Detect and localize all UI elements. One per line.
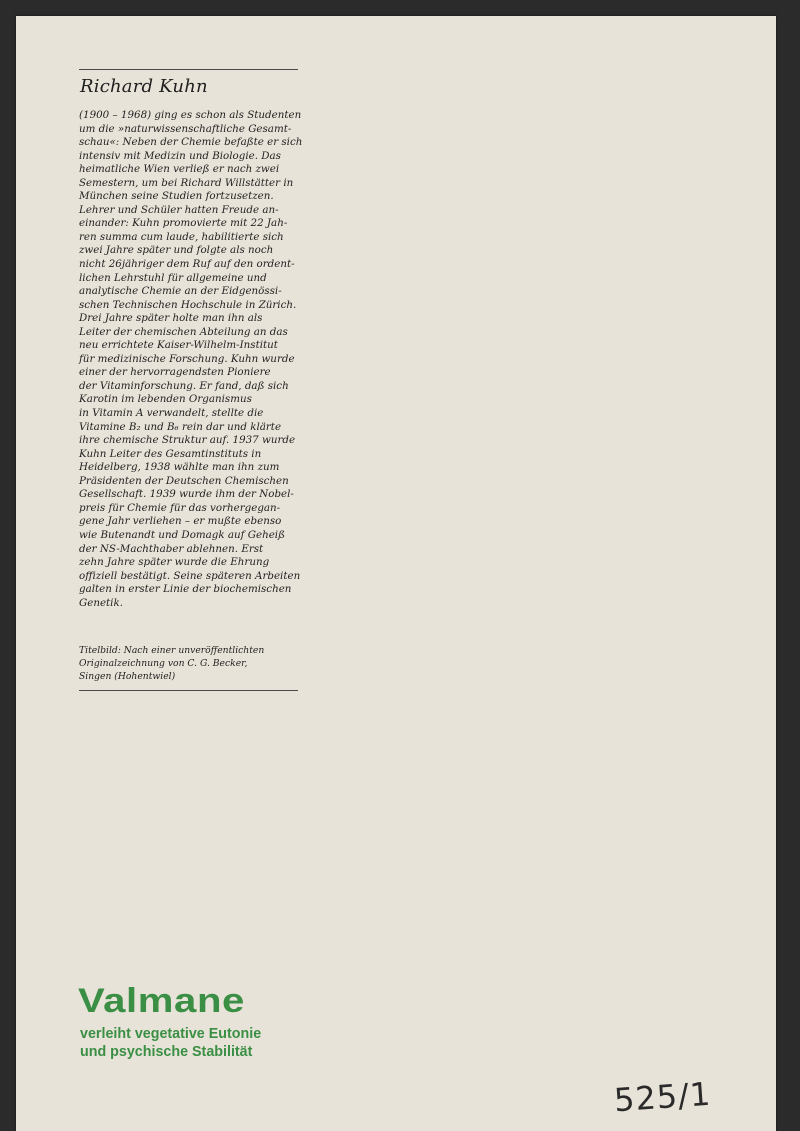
body-text-line: analytische Chemie an der Eidgenössi- — [79, 285, 282, 298]
body-text-line: gene Jahr verliehen – er mußte ebenso — [79, 515, 282, 528]
body-text-line: Semestern, um bei Richard Willstätter in — [79, 176, 294, 189]
body-text-line: ren summa cum laude, habilitierte sich — [79, 230, 284, 243]
body-text-line: (1900 – 1968) ging es schon als Studenten — [79, 109, 302, 121]
body-text-line: preis für Chemie für das vorhergegan- — [79, 501, 281, 514]
document-page — [16, 16, 776, 1131]
body-text-line: Drei Jahre später holte man ihn als — [79, 312, 263, 325]
body-text-line: heimatliche Wien verließ er nach zwei — [79, 163, 280, 176]
body-text-line: einander: Kuhn promovierte mit 22 Jah- — [79, 217, 288, 230]
body-text-line: Leiter der chemischen Abteilung an das — [79, 325, 288, 338]
body-text-line: schen Technischen Hochschule in Zürich. — [79, 298, 297, 311]
body-text-line: zehn Jahre später wurde die Ehrung — [79, 556, 270, 569]
body-text-line: lichen Lehrstuhl für allgemeine und — [79, 271, 267, 284]
caption-line: Originalzeichnung von C. G. Becker, — [79, 658, 248, 670]
body-text-line: der Vitaminforschung. Er fand, daß sich — [79, 379, 289, 392]
bottom-divider — [79, 690, 298, 691]
body-text-line: offiziell bestätigt. Seine späteren Arbeiten — [79, 569, 301, 582]
body-text-line: Karotin im lebenden Organismus — [79, 393, 252, 406]
body-text-line: Genetik. — [79, 596, 123, 609]
body-text-line: ihre chemische Struktur auf. 1937 wurde — [79, 434, 296, 447]
body-text-line: Gesellschaft. 1939 wurde ihm der Nobel- — [79, 488, 294, 501]
brand-tagline — [80, 1026, 261, 1061]
body-text-line: Heidelberg, 1938 wählte man ihn zum — [79, 461, 280, 474]
body-text-line: um die »naturwissenschaftliche Gesamt- — [79, 122, 292, 135]
body-text-line: neu errichtete Kaiser-Wilhelm-Institut — [79, 339, 278, 352]
handwritten-archive-number: 525/1 — [612, 1074, 713, 1120]
body-text-line: intensiv mit Medizin und Biologie. Das — [79, 149, 281, 162]
page-title: Richard Kuhn — [80, 76, 208, 97]
caption-line: Singen (Hohentwiel) — [79, 671, 176, 683]
biography-text — [79, 109, 309, 610]
brand-logo: Valmane — [78, 982, 245, 1020]
tagline-line: verleiht vegetative Eutonie — [80, 1026, 262, 1042]
body-text-line: München seine Studien fortzusetzen. — [79, 190, 274, 203]
body-text-line: wie Butenandt und Domagk auf Geheiß — [79, 528, 285, 541]
body-text-line: Kuhn Leiter des Gesamtinstituts in — [79, 447, 262, 460]
body-text-line: schau«: Neben der Chemie befaßte er sich — [79, 136, 303, 149]
body-text-line: nicht 26jähriger dem Ruf auf den ordent- — [79, 258, 295, 271]
body-text-line: in Vitamin A verwandelt, stellte die — [79, 407, 264, 420]
body-text-line: einer der hervorragendsten Pioniere — [79, 366, 271, 379]
tagline-line: und psychische Stabilität — [80, 1043, 253, 1060]
body-text-line: zwei Jahre später und folgte als noch — [79, 244, 274, 257]
body-text-line: Vitamine B₂ und B₆ rein dar und klärte — [79, 420, 282, 433]
body-text-line: galten in erster Linie der biochemischen — [79, 583, 292, 596]
body-text-line: Lehrer und Schüler hatten Freude an- — [79, 203, 279, 216]
cover-caption — [79, 644, 309, 683]
body-text-line: Präsidenten der Deutschen Chemischen — [79, 474, 289, 487]
top-divider — [79, 69, 298, 70]
body-text-line: der NS-Machthaber ablehnen. Erst — [79, 542, 264, 555]
caption-line: Titelbild: Nach einer unveröffentlichten — [79, 645, 265, 656]
body-text-line: für medizinische Forschung. Kuhn wurde — [79, 352, 295, 365]
